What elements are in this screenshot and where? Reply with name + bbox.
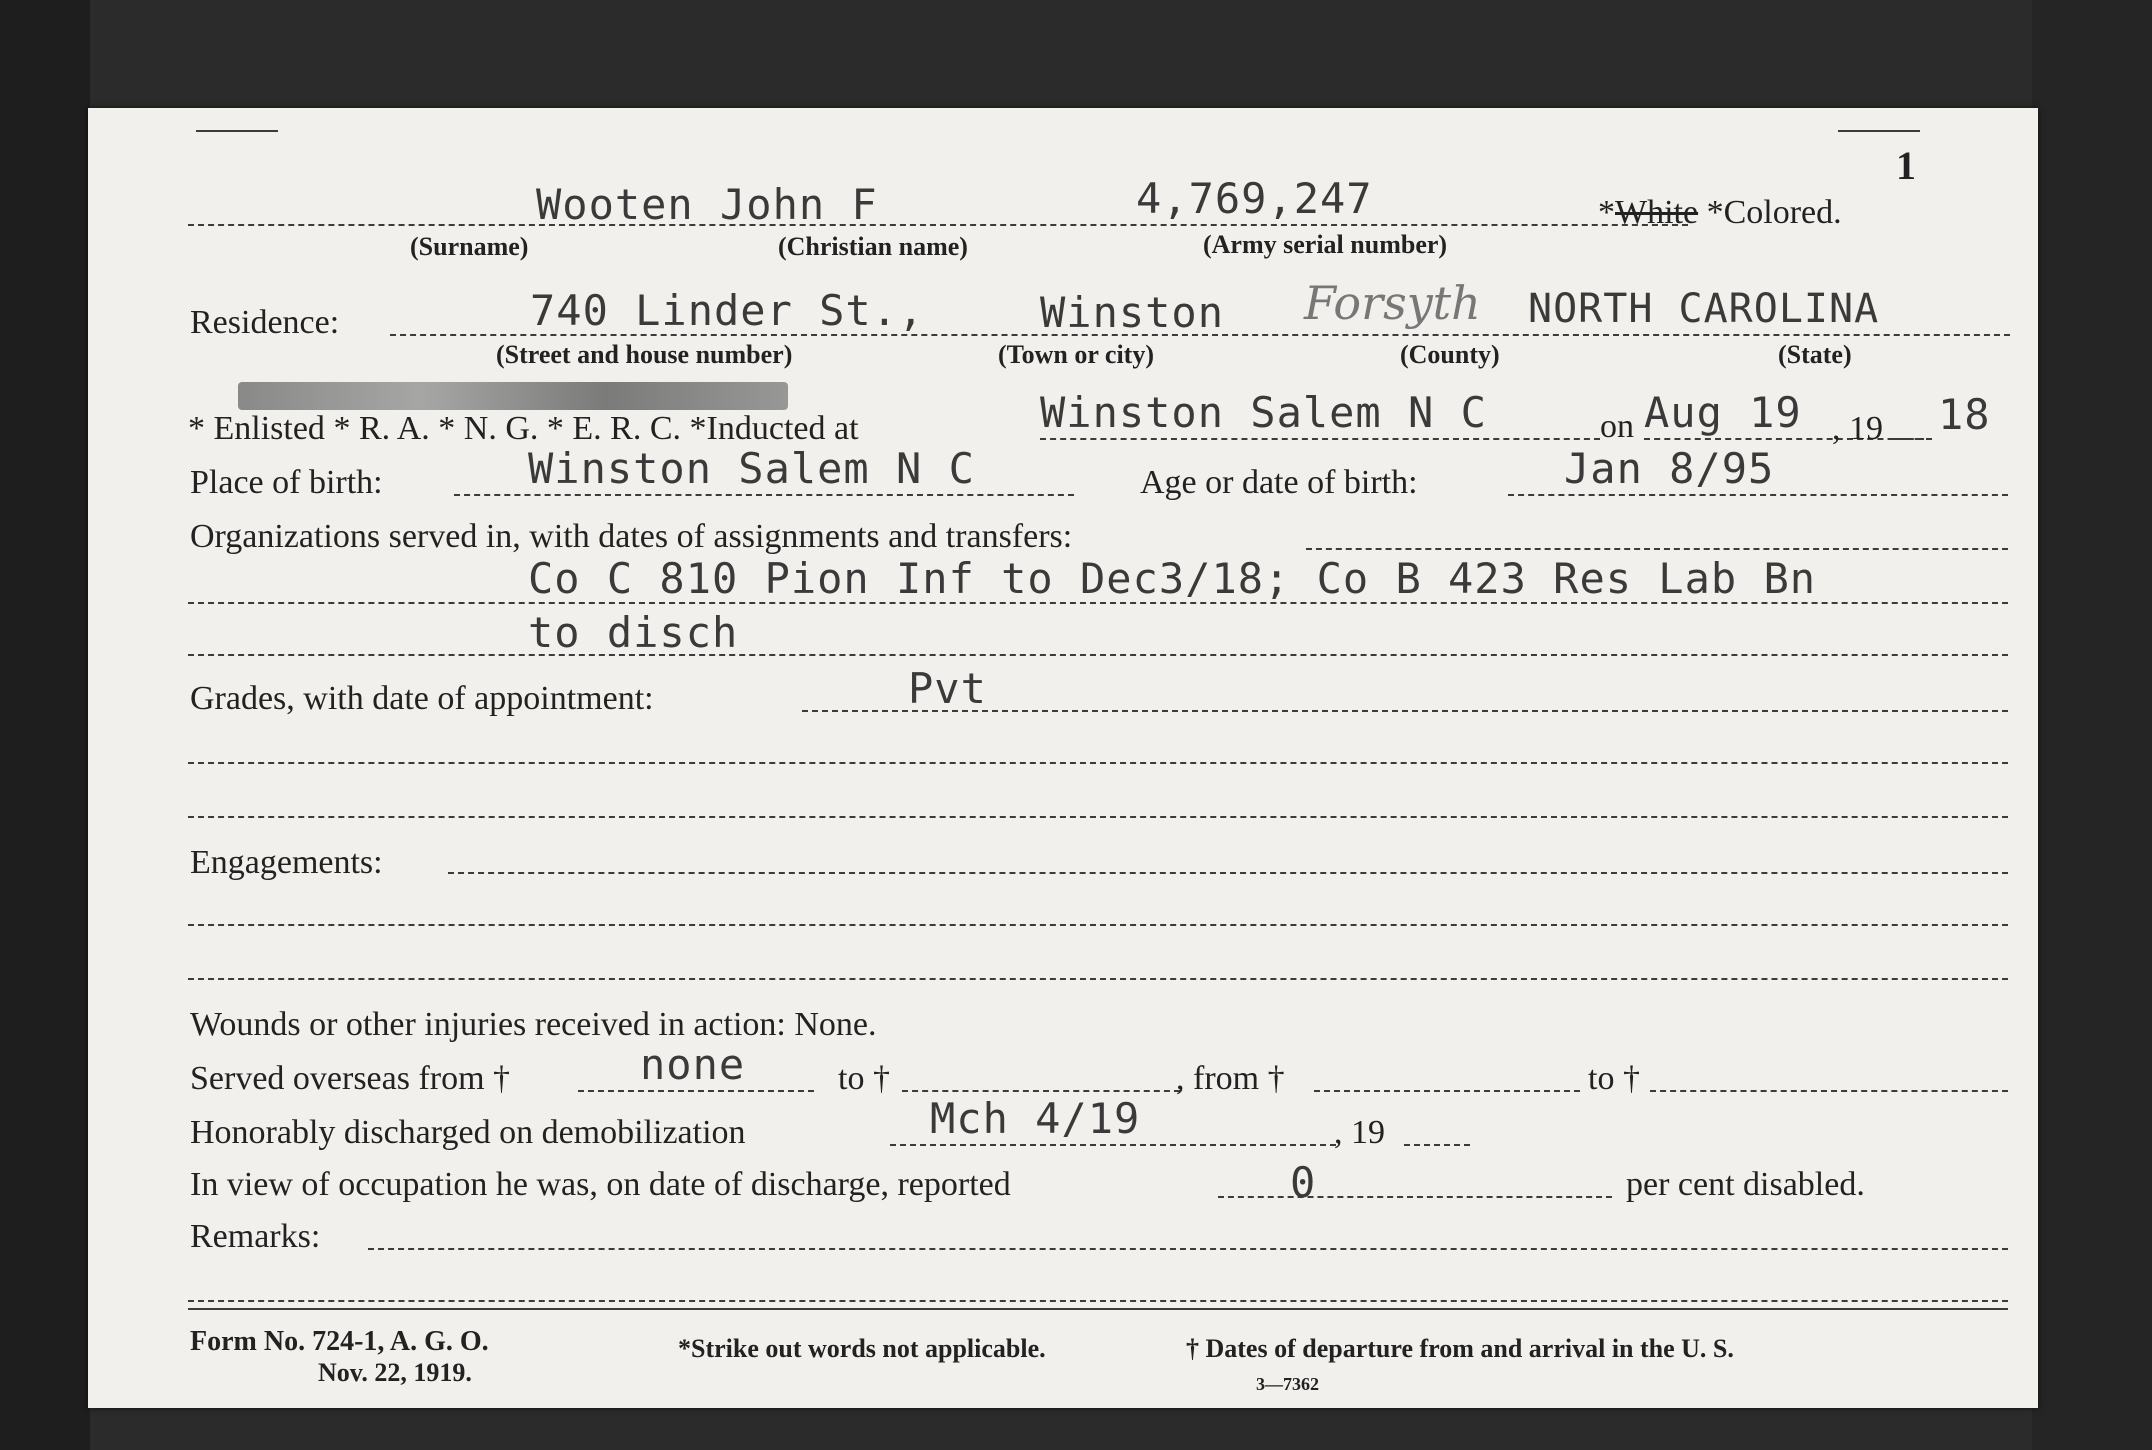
overseas-to-line-1 [902,1090,1180,1092]
discharge-year-line [1404,1144,1470,1146]
footnote-dates: † Dates of departure from and arrival in the U. S. [1186,1334,1734,1363]
grades-value: Pvt [908,664,987,713]
footnote-strike: *Strike out words not applicable. [678,1334,1046,1363]
remarks-label: Remarks: [190,1218,321,1255]
overseas-to-label-2: to † [1588,1060,1640,1097]
race-field: *White *Colored. [1598,194,1842,231]
organizations-line-2 [188,654,2008,656]
discharge-line [890,1144,1336,1146]
residence-street: 740 Linder St., [530,286,925,335]
disability-suffix: per cent disabled. [1626,1166,1865,1203]
inducted-date: Aug 19 [1644,388,1802,437]
grades-label: Grades, with date of appointment: [190,680,654,717]
card-number: 1 [1896,143,1916,188]
footer-rule [188,1308,2008,1310]
county-caption: (County) [1400,340,1500,369]
residence-county: Forsyth [1304,276,1481,330]
engagements-label: Engagements: [190,844,383,881]
name-line [188,224,1688,226]
place-of-birth-label: Place of birth: [190,464,383,501]
serial-caption: (Army serial number) [1203,230,1448,259]
organizations-value-1: Co C 810 Pion Inf to Dec3/18; Co B 423 Res Lab Bn [528,554,1817,603]
wounds-field: Wounds or other injuries received in action: None. [190,1006,877,1043]
state-caption: (State) [1778,340,1852,369]
scan-border-right [2032,0,2152,1450]
inducted-at-value: Winston Salem N C [1040,388,1487,437]
birth-place: Winston Salem N C [528,444,975,493]
form-date: Nov. 22, 1919. [318,1358,472,1387]
engagements-line-1 [188,924,2008,926]
remarks-line-0 [368,1248,2008,1250]
organizations-label: Organizations served in, with dates of assignments and transfers: [190,518,1073,555]
residence-state: NORTH CAROLINA [1528,286,1880,332]
disability-value: 0 [1290,1158,1317,1207]
organizations-line-0 [1306,548,2008,550]
print-code: 3—7362 [1256,1374,1319,1394]
street-caption: (Street and house number) [496,340,793,369]
overseas-from-line [578,1090,814,1092]
overseas-to-line-2 [1650,1090,2008,1092]
overseas-from-label-2: , from † [1176,1060,1285,1097]
disability-line [1218,1196,1612,1198]
birth-date: Jan 8/95 [1564,444,1775,493]
year-prefix: , 19 [1832,410,1883,447]
residence-label: Residence: [190,304,340,341]
service-record-card [88,108,2038,1408]
overseas-from-line-2 [1314,1090,1580,1092]
scan-border-left [0,0,90,1450]
inducted-year: 18 [1938,390,1991,439]
grades-line-1 [188,762,2008,764]
surname-caption: (Surname) [410,232,529,261]
discharge-date: Mch 4/19 [930,1094,1141,1143]
overseas-to-label-1: to † [838,1060,890,1097]
on-label: on [1600,408,1634,445]
wounds-value: None. [794,1006,877,1043]
serial-value: 4,769,247 [1136,174,1373,223]
overseas-label: Served overseas from † [190,1060,511,1097]
overseas-from-value: none [640,1040,746,1089]
redaction-mark [238,382,788,410]
discharge-label: Honorably discharged on demobilization [190,1114,746,1151]
birth-date-line [1508,494,2008,496]
age-label: Age or date of birth: [1140,464,1418,501]
inducted-line [1040,438,1600,440]
top-left-rule [196,130,278,132]
name-value: Wooten John F [536,180,878,229]
town-caption: (Town or city) [998,340,1154,369]
top-right-rule [1838,130,1920,132]
race-white: White [1615,194,1699,231]
christian-name-caption: (Christian name) [778,232,968,261]
disability-label: In view of occupation he was, on date of discharge, reported [190,1166,1011,1203]
grades-line-2 [188,816,2008,818]
discharge-year: , 19 [1334,1114,1385,1151]
birth-place-line [454,494,1074,496]
residence-town: Winston [1040,288,1225,337]
race-colored: Colored. [1723,194,1842,231]
enlistment-field: * Enlisted * R. A. * N. G. * E. R. C. *Inducted at [188,410,859,447]
engagements-line-0 [448,872,2008,874]
organizations-value-2: to disch [528,608,739,657]
form-number: Form No. 724-1, A. G. O. [190,1326,489,1357]
year-line [1892,438,1932,440]
remarks-line-1 [188,1300,2008,1302]
engagements-line-2 [188,978,2008,980]
